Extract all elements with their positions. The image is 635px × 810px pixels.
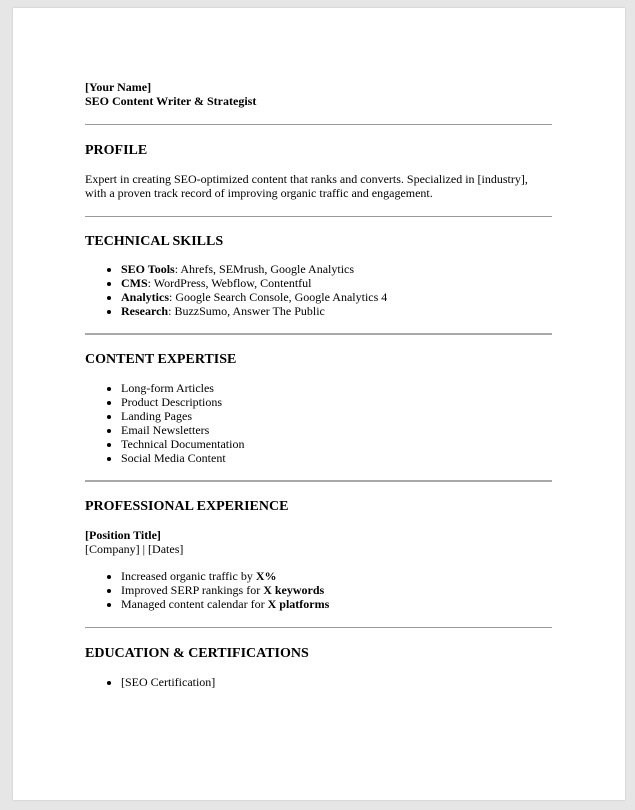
section-divider [85, 627, 552, 628]
candidate-name: [Your Name] [85, 80, 152, 94]
experience-list [85, 569, 552, 611]
list-item [121, 569, 552, 583]
skill-label: Analytics [121, 290, 169, 304]
experience-heading: PROFESSIONAL EXPERIENCE [85, 499, 289, 514]
skill-value: : Google Search Console, Google Analytics 4 [169, 290, 388, 304]
list-item: • Technical Documentation [121, 437, 552, 451]
resume-header [85, 80, 552, 108]
achievement-text: Improved SERP rankings for [121, 583, 264, 597]
education-list [85, 675, 552, 689]
expertise-list [85, 381, 552, 465]
profile-text: Expert in creating SEO-optimized content that ranks and converts. Specialized in [industry], with a proven track record of improving organic traffic and engagement. [85, 172, 528, 200]
skills-heading: TECHNICAL SKILLS [85, 234, 224, 249]
company-dates: [Company] | [Dates] [85, 542, 184, 556]
profile-heading: PROFILE [85, 143, 148, 158]
candidate-title: SEO Content Writer & Strategist [85, 94, 257, 108]
document-page [13, 8, 625, 800]
list-item [121, 290, 552, 304]
achievement-text: Increased organic traffic by [121, 569, 256, 583]
position-title: [Position Title] [85, 528, 161, 542]
section-divider [85, 124, 552, 125]
list-item [121, 597, 552, 611]
list-item: • Email Newsletters [121, 423, 552, 437]
list-item [121, 262, 552, 276]
section-divider [85, 480, 552, 482]
skill-value: : BuzzSumo, Answer The Public [168, 304, 325, 318]
skill-value: : WordPress, Webflow, Contentful [147, 276, 312, 290]
list-item [121, 276, 552, 290]
achievement-text: Managed content calendar for [121, 597, 268, 611]
expertise-heading: CONTENT EXPERTISE [85, 352, 237, 367]
list-item: • [SEO Certification] [121, 675, 552, 689]
section-divider [85, 333, 552, 335]
list-item [121, 583, 552, 597]
list-item: • Product Descriptions [121, 395, 552, 409]
list-item: • Long-form Articles [121, 381, 552, 395]
skill-label: CMS [121, 276, 148, 290]
list-item: • Landing Pages [121, 409, 552, 423]
list-item [121, 304, 552, 318]
skill-label: Research [121, 304, 169, 318]
resume-content [85, 80, 552, 689]
section-divider [85, 216, 552, 217]
skills-list [85, 262, 552, 318]
achievement-metric: X keywords [263, 583, 325, 597]
skill-value: : Ahrefs, SEMrush, Google Analytics [174, 262, 355, 276]
education-heading: EDUCATION & CERTIFICATIONS [85, 646, 309, 661]
achievement-metric: X% [255, 569, 277, 583]
list-item: • Social Media Content [121, 451, 552, 465]
skill-label: SEO Tools [121, 262, 175, 276]
achievement-metric: X platforms [267, 597, 330, 611]
